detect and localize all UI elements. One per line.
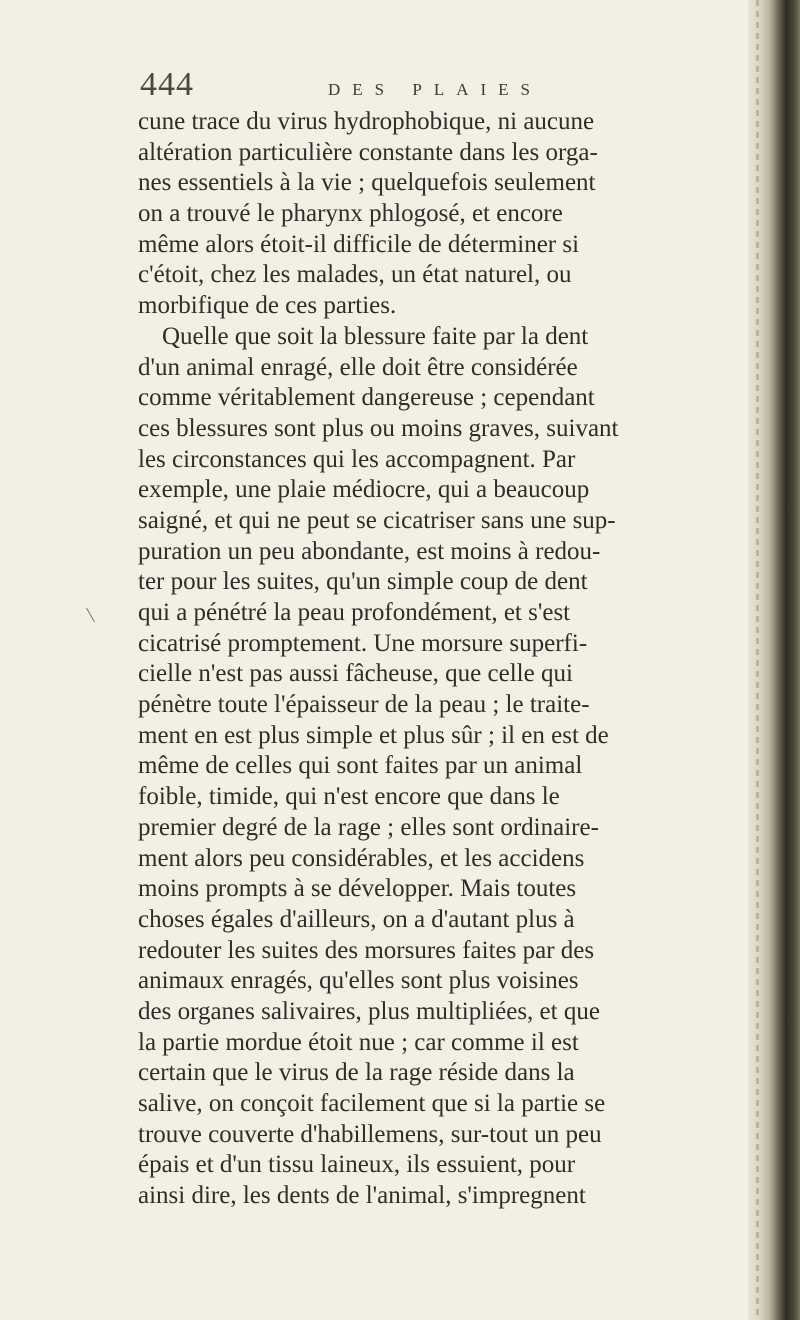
text-line: on a trouvé le pharynx phlogosé, et encore [138,200,563,228]
text-line: Quelle que soit la blessure faite par la dent [162,322,589,350]
text-line: nes essentiels à la vie ; quelquefois seulement [138,169,596,197]
text-line: ces blessures sont plus ou moins graves, suivant [138,414,619,442]
text-line: moins prompts à se développer. Mais toutes [138,875,577,903]
text-line: épais et d'un tissu laineux, ils essuient, pour [138,1151,576,1179]
text-line: altération particulière constante dans les orga- [138,138,598,166]
text-line: même alors étoit-il difficile de déterminer si [138,230,580,258]
text-line: trouve couverte d'habillemens, sur-tout un peu [138,1120,602,1148]
text-line: saigné, et qui ne peut se cicatriser sans une sup- [138,506,616,534]
text-line: animaux enragés, qu'elles sont plus voisines [138,967,579,995]
text-line: ter pour les suites, qu'un simple coup de dent [138,568,588,596]
text-line: même de celles qui sont faites par un animal [138,752,583,780]
text-line: cicatrisé promptement. Une morsure superfi- [138,629,588,657]
text-line: pénètre toute l'épaisseur de la peau ; le traite- [138,691,590,719]
text-line: exemple, une plaie médiocre, qui a beaucoup [138,476,590,504]
page-number: 444 [140,66,194,103]
text-line: qui a pénétré la peau profondément, et s'est [138,599,571,626]
margin-pencil-mark [86,608,103,622]
text-line: choses égales d'ailleurs, on a d'autant plus à [138,905,575,933]
text-line: premier degré de la rage ; elles sont ordinaire- [138,813,599,841]
text-line: ment alors peu considérables, et les accidens [138,844,585,872]
body-text [138,107,738,1212]
text-line: c'étoit, chez les malades, un état naturel, ou [138,261,572,289]
text-line: foible, timide, qui n'est encore que dans le [138,783,560,811]
text-line: comme véritablement dangereuse ; cependant [138,384,595,412]
text-line: certain que le virus de la rage réside dans la [138,1059,575,1087]
book-binding-edge [748,0,800,1320]
text-line: cune trace du virus hydrophobique, ni aucune [138,108,595,135]
text-line: ainsi dire, les dents de l'animal, s'impregnent [138,1182,586,1210]
text-line: morbifique de ces parties. [138,292,397,320]
text-line: redouter les suites des morsures faites par des [138,936,595,964]
text-line: la partie mordue étoit nue ; car comme il est [138,1028,579,1056]
text-line: salive, on conçoit facilement que si la partie se [138,1090,606,1117]
text-line: les circonstances qui les accompagnent. Par [138,445,576,473]
text-line: des organes salivaires, plus multipliées, et que [138,997,600,1025]
text-line: d'un animal enragé, elle doit être considérée [138,353,578,381]
text-line: ment en est plus simple et plus sûr ; il en est de [138,721,609,749]
text-line: cielle n'est pas aussi fâcheuse, que celle qui [138,660,573,688]
running-head: DES PLAIES [328,80,542,99]
page-header [140,66,740,106]
text-line: puration un peu abondante, est moins à redou- [138,537,601,565]
